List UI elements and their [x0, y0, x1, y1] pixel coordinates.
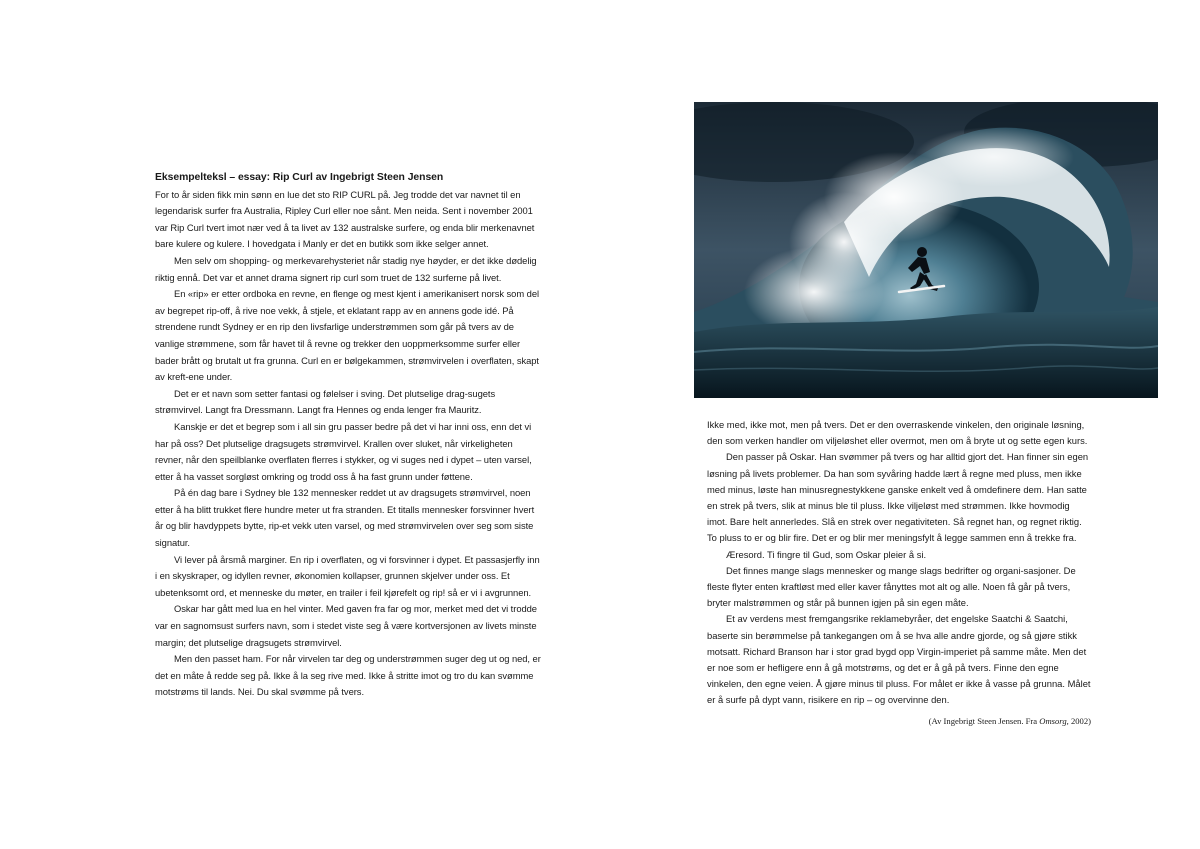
paragraph: Kanskje er det et begrep som i all sin gru passer bedre på det vi har inni oss, enn det vi har på oss? Det plutselige dragsugets strømvirvel. Krallen over sluket, når virkeligheten revner, når den speilblanke overflaten flerres i stykker, og vi suges ned i dypet – uten varsel, etter å ha vasset sorgløst omkring og trodd oss å ha fast grunn under føttene.	[155, 420, 532, 482]
essay-right-column	[707, 417, 1091, 729]
paragraph: Men selv om shopping- og merkevarehysteriet når stadig nye høyder, er det ikke dødelig riktig ennå. Det var et annet drama signert rip curl som truet de 132 surferne på livet.	[155, 254, 537, 283]
credit-prefix: (Av Ingebrigt Steen Jensen. Fra	[928, 715, 1040, 726]
paragraph: Vi lever på årsmå marginer. En rip i overflaten, og vi forsvinner i dypet. Et passasjerfly inn i en skyskraper, og idyllen revner, økonomien kollapser, grunnen skjelver under oss. Et ubetenksomt ord, et menneske du møter, en trailer i feil kjørefelt og rip! så er vi i avgrunnen.	[155, 553, 540, 598]
paragraph: Den passer på Oskar. Han svømmer på tvers og har alltid gjort det. Han finner sin egen løsning på livets problemer. Da han som syvåring hadde lært å regne med pluss, men ikke med minus, løste han minusregnestykkene ganske enkelt ved å omdefinere dem. Han satte en strek på tvers, slik at minus ble til pluss. Ikke viljeløst med strømmen. Ikke hovmodig imot. Bare helt annerledes. Slå en strek over negativiteten. Så regnet han, og regnet riktig. To pluss to er og blir fire. Det er og blir mer meningsfylt å legge sammen enn å trekke fra.	[707, 451, 1089, 544]
paragraph: Men den passet ham. For når virvelen tar deg og understrømmen suger deg ut og ned, er det en måte å redde seg på. Ikke å la seg rive med. Ikke å stritte imot og tro du kan svømme motstrøms til lands. Nei. Du skal svømme på tvers.	[155, 653, 541, 698]
paragraph: Æresord. Ti fingre til Gud, som Oskar pleier å si.	[726, 548, 927, 560]
paragraph: Oskar har gått med lua en hel vinter. Med gaven fra far og mor, merket med det vi trodde var en sagnomsust surfers navn, som i stedet viste seg å være kortversjonen av livets minste margin; det plutselige dragsugets strømvirvel.	[155, 603, 537, 648]
surf-photo-illustration	[694, 102, 1158, 398]
surf-photo	[694, 102, 1158, 398]
paragraph: Ikke med, ikke mot, men på tvers. Det er den overraskende vinkelen, den originale løsning, den som verken handler om viljeløshet eller overmot, men om å bryte ut og sette egen kurs.	[707, 419, 1088, 447]
paragraph: Et av verdens mest fremgangsrike reklamebyråer, det engelske Saatchi & Saatchi, baserte sin berømmelse på tankegangen om å se hva alle andre gjorde, og så gjøre stikk motsatt. Richard Branson har i stor grad bygd opp Virgin-imperiet på samme måte. Men det er noe som er hefligere enn å gå motstrøms, og det er å gå på tvers. Finne den egne vinkelen, den egne veien. Å gjøre minus til pluss. For målet er ikke å vasse på grunna. Målet er å surfe på dypt vann, risikere en rip – og overvinne den.	[707, 613, 1091, 706]
paragraph: Det er et navn som setter fantasi og følelser i sving. Det plutselige drag-sugets strømvirvel. Langt fra Dressmann. Langt fra Hennes og enda lenger fra Mauritz.	[155, 387, 496, 416]
essay-title: Eksempelteksl – essay: Rip Curl av Ingebrigt Steen Jensen	[155, 172, 444, 183]
paragraph: På én dag bare i Sydney ble 132 mennesker reddet ut av dragsugets strømvirvel, noen etter å ha blitt trukket flere hundre meter ut fra stranden. Et titalls mennesker forsvinner hvert år og blir havdyppets bytte, rip-et vekk uten varsel, og med strømvirvelen over seg som siste signatur.	[155, 487, 535, 549]
source-credit	[707, 713, 1091, 729]
paragraph: For to år siden fikk min sønn en lue det sto RIP CURL på. Jeg trodde det var navnet til en legendarisk surfer fra Australia, Ripley Curl eller noe sånt. Men neida. Sent i november 2001 var Rip Curl tvert imot nær ved å ta livet av 132 australske surfere, og enda blir merkenavnet bare kulere og kulere. I hovedgata i Manly er det en butikk som ikke selger annet.	[155, 188, 535, 250]
paragraph: Det finnes mange slags mennesker og mange slags bedrifter og organi-sasjoner. De fleste flyter enten kraftløst med eller kaver fånyttes mot alt og alle. Noen få går på tvers, bryter malstrømmen og står på bunnen igjen på sin egen måte.	[707, 564, 1076, 609]
credit-suffix: , 2002)	[1066, 715, 1091, 726]
paragraph: En «rip» er etter ordboka en revne, en flenge og mest kjent i amerikanisert norsk som del av begrepet rip-off, å rive noe vekk, å stjele, et eklatant rapp av en annens gode idé. På strendene rundt Sydney er en rip den livsfarlige understrømmen som går på tvers av de vanlige strømmene, som får havet til å revne og trekker den uoppmerksomme surfer eller bader brått og brutalt ut fra grunna. Curl en er bølgekammen, strømvirvelen i overflaten, skapt av kreft-ene under.	[155, 288, 540, 383]
credit-book-title: Omsorg	[1039, 715, 1067, 726]
essay-left-column	[155, 170, 543, 701]
